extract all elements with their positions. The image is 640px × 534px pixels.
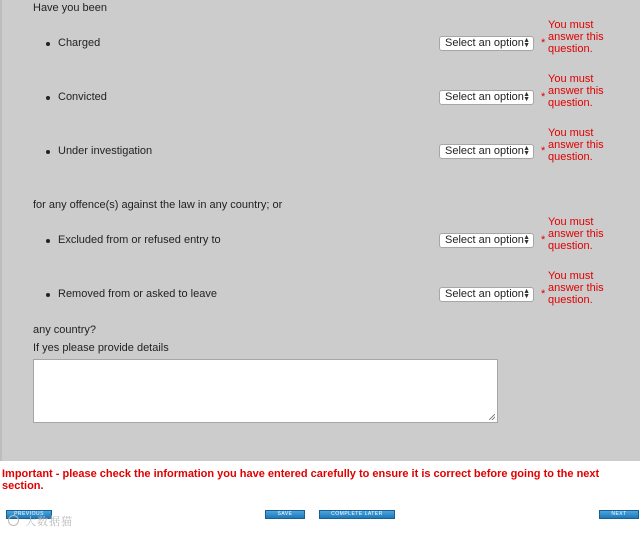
question-row-removed xyxy=(0,270,640,307)
select-value: Select an option xyxy=(445,145,524,157)
offence-text: for any offence(s) against the law in any country; or xyxy=(33,199,283,211)
watermark-text: 大数据猫 xyxy=(25,516,74,528)
panel-edge xyxy=(0,0,2,461)
select-arrows-icon: ▲ ▼ xyxy=(523,234,530,246)
select-value: Select an option xyxy=(445,234,524,246)
select-arrows-icon: ▲ ▼ xyxy=(523,145,530,157)
required-message: You must answer this question. xyxy=(548,270,604,306)
question-label: Under investigation xyxy=(58,145,153,157)
intro-text: Have you been xyxy=(33,2,107,14)
required-star: * xyxy=(541,234,546,246)
bullet-icon xyxy=(46,150,50,154)
bullet-icon xyxy=(46,96,50,100)
select-value: Select an option xyxy=(445,37,524,49)
select-arrows-icon: ▲ ▼ xyxy=(523,37,530,49)
question-label: Convicted xyxy=(58,91,107,103)
question-label: Charged xyxy=(58,37,101,49)
bullet-icon xyxy=(46,239,50,243)
details-label: If yes please provide details xyxy=(33,342,169,354)
important-notice: Important - please check the information you have entered carefully to ensure it is correct before going to the next section. xyxy=(2,468,600,492)
question-row-under-investigation xyxy=(0,127,640,164)
removed-select[interactable] xyxy=(439,287,534,302)
under-investigation-select[interactable] xyxy=(439,144,534,159)
required-star: * xyxy=(541,145,546,157)
required-message: You must answer this question. xyxy=(548,19,604,55)
select-arrows-icon: ▲ ▼ xyxy=(523,91,530,103)
select-arrows-icon: ▲ ▼ xyxy=(523,288,530,300)
question-row-convicted xyxy=(0,73,640,110)
required-star: * xyxy=(541,288,546,300)
any-country-text: any country? xyxy=(33,324,96,336)
bullet-icon xyxy=(46,293,50,297)
bullet-icon xyxy=(46,42,50,46)
save-button[interactable]: SAVE xyxy=(265,510,305,519)
required-star: * xyxy=(541,37,546,49)
next-button[interactable]: NEXT xyxy=(599,510,639,519)
excluded-select[interactable] xyxy=(439,233,534,248)
required-message: You must answer this question. xyxy=(548,127,604,163)
resize-grip-icon[interactable] xyxy=(489,414,495,420)
question-label: Excluded from or refused entry to xyxy=(58,234,221,246)
question-row-charged xyxy=(0,19,640,56)
required-message: You must answer this question. xyxy=(548,216,604,252)
watermark-logo-icon xyxy=(8,515,19,526)
complete-later-button[interactable]: COMPLETE LATER xyxy=(319,510,395,519)
select-value: Select an option xyxy=(445,91,524,103)
convicted-select[interactable] xyxy=(439,90,534,105)
previous-button[interactable]: PREVIOUS xyxy=(6,510,52,519)
question-row-excluded xyxy=(0,216,640,253)
select-value: Select an option xyxy=(445,288,524,300)
required-message: You must answer this question. xyxy=(548,73,604,109)
details-textarea[interactable] xyxy=(33,359,498,423)
watermark xyxy=(8,513,73,529)
required-star: * xyxy=(541,91,546,103)
charged-select[interactable] xyxy=(439,36,534,51)
question-label: Removed from or asked to leave xyxy=(58,288,217,300)
